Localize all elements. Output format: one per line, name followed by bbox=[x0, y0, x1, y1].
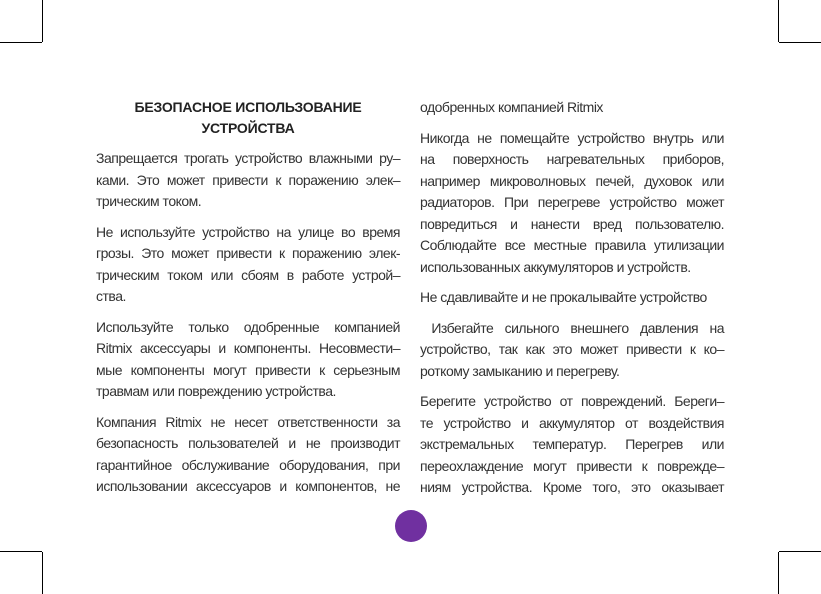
section-heading bbox=[96, 97, 400, 139]
text-line: грозы. Это может привести к поражению элек- bbox=[96, 245, 400, 261]
text-line: роткому замыканию и перегреву. bbox=[420, 362, 620, 379]
page-marker-dot bbox=[395, 510, 427, 542]
text-line: на поверхность нагревательных приборов, bbox=[420, 151, 724, 167]
text-line: те устройство и аккумулятор от воздействия bbox=[420, 414, 724, 431]
text-line: повредиться и нанести вред пользователю. bbox=[420, 215, 724, 232]
crop-mark bbox=[779, 42, 821, 43]
text-line: безопасность пользователей и не производит bbox=[96, 435, 400, 451]
text-line: Избегайте сильного внешнего давления на bbox=[420, 319, 724, 336]
crop-mark bbox=[778, 0, 779, 42]
paragraph-approved-accessories bbox=[96, 317, 400, 403]
text-line: Соблюдайте все местные правила утилизации bbox=[420, 237, 724, 253]
text-line: гарантийное обслуживание оборудования, при bbox=[96, 456, 400, 473]
paragraph-heaters bbox=[420, 128, 724, 279]
text-line: устройство, так как это может привести к ко– bbox=[420, 341, 724, 357]
text-line: Не используйте устройство на улице во время bbox=[96, 223, 400, 240]
text-line: ниям устройства. Кроме того, это оказывает bbox=[420, 479, 724, 495]
right-column bbox=[420, 97, 724, 508]
text-line: например микроволновых печей, духовок или bbox=[420, 172, 724, 189]
text-line: радиаторов. При перегреве устройство может bbox=[420, 194, 724, 210]
text-line: Компания Ritmix не несет ответственности за bbox=[96, 413, 400, 430]
heading-line-2: УСТРОЙСТВА bbox=[201, 120, 295, 136]
text-line: переохлаждение могут привести к поврежде– bbox=[420, 457, 724, 474]
paragraph-wet-hands bbox=[96, 148, 400, 213]
text-line: мые компоненты могут привести к серьезным bbox=[96, 361, 400, 378]
text-line: трическим током. bbox=[96, 193, 202, 209]
text-line: Никогда не помещайте устройство внутрь или bbox=[420, 129, 724, 146]
text-line: Не сдавливайте и не прокалывайте устройство bbox=[420, 289, 707, 305]
text-line: использовании аксессуаров и компонентов, не bbox=[96, 478, 400, 494]
text-line: Запрещается трогать устройство влажными ру– bbox=[96, 150, 400, 166]
paragraph-temperature bbox=[420, 391, 724, 499]
text-line: травмам или повреждению устройства. bbox=[96, 383, 336, 399]
crop-mark bbox=[42, 552, 43, 594]
paragraph-thunderstorm bbox=[96, 222, 400, 308]
crop-mark bbox=[779, 551, 821, 552]
text-line: использованных аккумуляторов и устройств. bbox=[420, 258, 691, 275]
text-line: одобренных компанией Ritmix bbox=[420, 99, 603, 115]
crop-mark bbox=[778, 552, 779, 594]
text-line: Берегите устройство от повреждений. Береги– bbox=[420, 393, 724, 409]
paragraph-continuation bbox=[420, 97, 724, 119]
heading-line-1: БЕЗОПАСНОЕ ИСПОЛЬЗОВАНИЕ bbox=[134, 99, 362, 115]
text-line: Используйте только одобренные компанией bbox=[96, 318, 400, 335]
paragraph-do-not-crush bbox=[420, 287, 724, 309]
paragraph-external-pressure bbox=[420, 318, 724, 383]
left-column bbox=[96, 97, 400, 507]
text-line: Ritmix аксессуары и компоненты. Несовмести– bbox=[96, 340, 400, 356]
text-line: ками. Это может привести к поражению элек– bbox=[96, 171, 400, 188]
crop-mark bbox=[0, 42, 42, 43]
paragraph-liability bbox=[96, 412, 400, 498]
text-line: трическим током или сбоям в работе устрой– bbox=[96, 266, 400, 283]
crop-mark bbox=[0, 551, 42, 552]
text-line: экстремальных температур. Перегрев или bbox=[420, 436, 724, 452]
crop-mark bbox=[42, 0, 43, 42]
text-line: ства. bbox=[96, 288, 126, 304]
